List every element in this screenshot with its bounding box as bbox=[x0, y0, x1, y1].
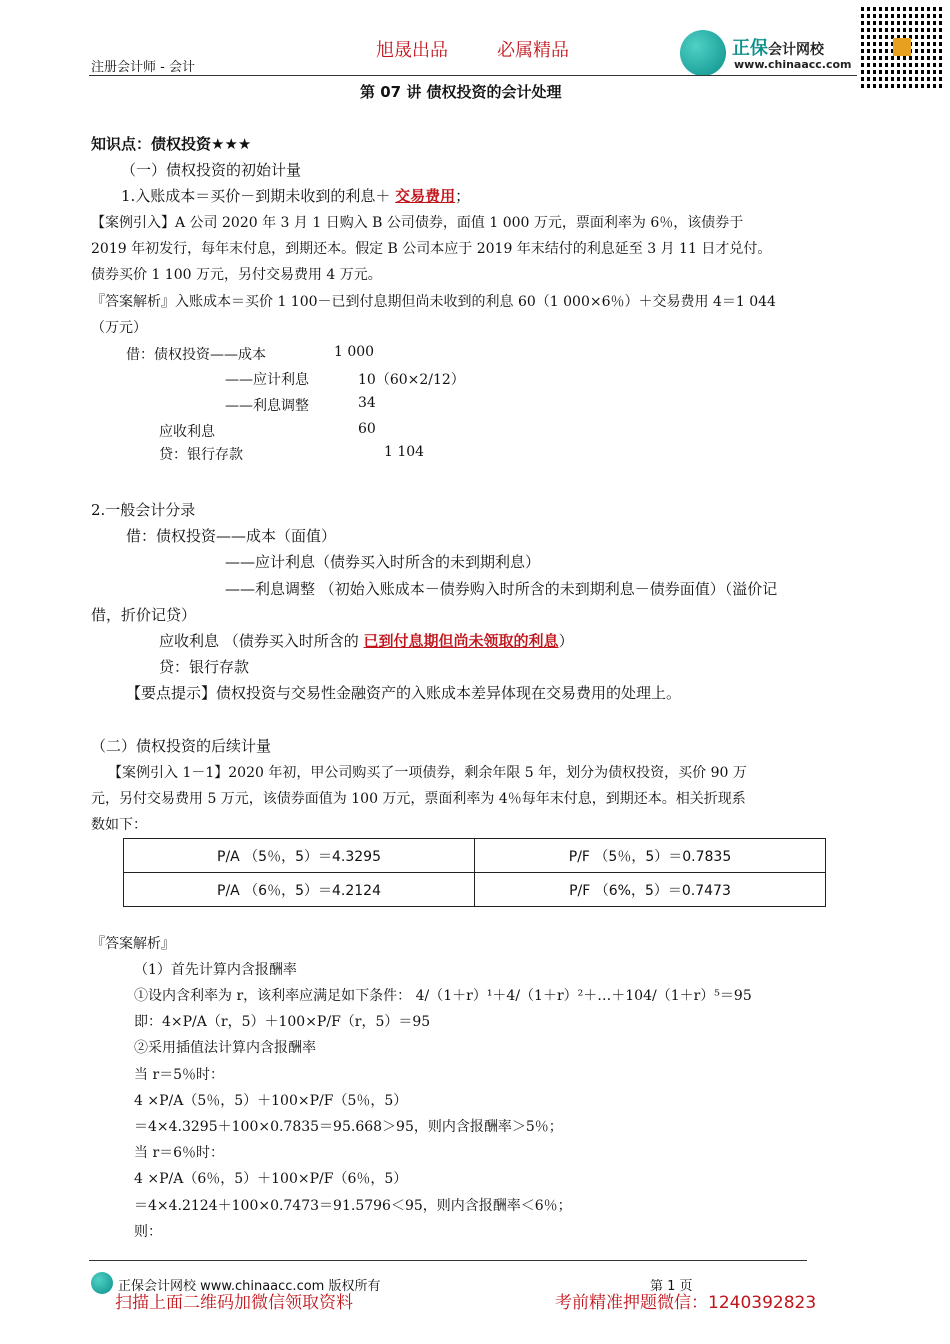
section-heading-1: （一）债权投资的初始计量 bbox=[121, 161, 302, 179]
general-entry-line-3: ——利息调整 （初始入账成本－债券购入时所含的未到期利息－债券面值）（溢价记 bbox=[225, 580, 778, 598]
brand-logo-icon bbox=[680, 30, 726, 76]
formula-line-1: 1.入账成本＝买价－到期未收到的利息＋ 交易费用； bbox=[121, 187, 471, 205]
case-intro-line-3: 债券买价 1 100 万元，另付交易费用 4 万元。 bbox=[91, 267, 382, 283]
calc-line-5: 当 r＝5％时： bbox=[134, 1067, 225, 1083]
journal-value-1: 1 000 bbox=[334, 344, 375, 360]
table-row bbox=[124, 839, 826, 873]
case-intro-line-2: 2019 年初发行，每年末付息，到期还本。假定 B 公司本应于 2019 年末结付的利息延至 3 月 11 日才兑付。 bbox=[91, 241, 772, 257]
journal-line-3: ——利息调整 bbox=[225, 398, 309, 414]
section-heading-2: （二）债权投资的后续计量 bbox=[91, 737, 272, 755]
case2-line-1: 【案例引入 1－1】2020 年初，甲公司购买了一项债券，剩余年限 5 年，划分为债权投资，买价 90 万 bbox=[108, 765, 747, 781]
footer-copyright: 正保会计网校 www.chinaacc.com 版权所有 bbox=[118, 1279, 381, 1294]
journal-value-5: 1 104 bbox=[384, 444, 425, 460]
calc-line-11: 则： bbox=[134, 1224, 162, 1240]
answer2-heading: 『答案解析』 bbox=[91, 936, 175, 952]
key-tip: 【要点提示】债权投资与交易性金融资产的入账成本差异体现在交易费用的处理上。 bbox=[126, 684, 682, 702]
table-cell: P/F （5％，5）＝0.7835 bbox=[475, 839, 826, 873]
journal-value-2: 10（60×2/12） bbox=[358, 372, 465, 388]
general-entry-line-3b: 借，折价记贷） bbox=[91, 606, 197, 624]
header-left-label: 注册会计师 - 会计 bbox=[91, 60, 195, 75]
journal-line-5: 贷：银行存款 bbox=[159, 447, 243, 463]
header-rule bbox=[89, 75, 857, 76]
promo-left: 扫描上面二维码加微信领取资料 bbox=[115, 1293, 353, 1313]
journal-line-4: 应收利息 bbox=[159, 424, 215, 440]
journal-value-3: 34 bbox=[358, 395, 376, 411]
qr-center-logo-icon bbox=[893, 38, 911, 56]
general-entry-line-1: 借：债权投资——成本（面值） bbox=[126, 527, 337, 545]
footer-rule bbox=[89, 1260, 807, 1261]
general-entry-heading: 2.一般会计分录 bbox=[91, 501, 196, 519]
calc-line-3: 即：4×P/A（r，5）＋100×P/F（r，5）＝95 bbox=[134, 1014, 431, 1030]
calc-line-9: 4 ×P/A（6％，5）＋100×P/F（6％，5） bbox=[134, 1171, 408, 1187]
header-slogan-2: 必属精品 bbox=[497, 40, 569, 61]
journal-line-1: 借：债权投资——成本 bbox=[126, 347, 266, 363]
case-intro-line-1: 【案例引入】A 公司 2020 年 3 月 1 日购入 B 公司债券，面值 1 000 万元，票面利率为 6％，该债券于 bbox=[91, 215, 744, 231]
table-cell: P/A （5％，5）＝4.3295 bbox=[124, 839, 475, 873]
general-entry-line-4: 应收利息 （债券买入时所含的 已到付息期但尚未领取的利息） bbox=[159, 632, 574, 650]
journal-line-2: ——应计利息 bbox=[225, 372, 309, 388]
answer-line-1: 『答案解析』入账成本＝买价 1 100－已到付息期但尚未收到的利息 60（1 000×6％）＋交易费用 4＝1 044 bbox=[91, 294, 776, 310]
general-entry-line-5: 贷：银行存款 bbox=[159, 658, 250, 676]
journal-value-4: 60 bbox=[358, 421, 376, 437]
brand-name: 正保会计网校 bbox=[732, 38, 824, 59]
calc-line-10: ＝4×4.2124＋100×0.7473＝91.5796＜95，则内含报酬率＜6％； bbox=[134, 1198, 572, 1214]
answer-line-2: （万元） bbox=[91, 320, 147, 336]
general-entry-line-2: ——应计利息（债券买入时所含的未到期利息） bbox=[225, 553, 541, 571]
calc-line-1: （1）首先计算内含报酬率 bbox=[134, 962, 297, 978]
calc-line-8: 当 r＝6％时： bbox=[134, 1145, 225, 1161]
header-slogan-1: 旭晟出品 bbox=[376, 40, 448, 61]
footer-logo-icon bbox=[91, 1272, 113, 1294]
calc-line-7: ＝4×4.3295＋100×0.7835＝95.668＞95，则内含报酬率＞5％； bbox=[134, 1119, 563, 1135]
table-row bbox=[124, 873, 826, 907]
calc-line-6: 4 ×P/A（5％，5）＋100×P/F（5％，5） bbox=[134, 1093, 408, 1109]
knowledge-point-heading: 知识点：债权投资★★★ bbox=[91, 135, 252, 153]
lecture-title: 第 07 讲 债权投资的会计处理 bbox=[360, 83, 562, 101]
discount-factor-table bbox=[123, 838, 826, 907]
case2-line-3: 数如下： bbox=[91, 817, 147, 833]
case2-line-2: 元，另付交易费用 5 万元，该债券面值为 100 万元，票面利率为 4％每年末付息，到期还本。相关折现系 bbox=[91, 791, 746, 807]
table-cell: P/A （6％，5）＝4.2124 bbox=[124, 873, 475, 907]
table-cell: P/F （6%，5）＝0.7473 bbox=[475, 873, 826, 907]
calc-line-4: ②采用插值法计算内含报酬率 bbox=[134, 1040, 316, 1056]
calc-line-2: ①设内含利率为 r，该利率应满足如下条件： 4/（1＋r）¹＋4/（1＋r）²＋…＋104/（1＋r）⁵＝95 bbox=[134, 988, 752, 1004]
page-number: 第 1 页 bbox=[650, 1279, 693, 1294]
promo-right: 考前精准押题微信：1240392823 bbox=[555, 1293, 817, 1313]
brand-url: www.chinaacc.com bbox=[734, 58, 852, 71]
